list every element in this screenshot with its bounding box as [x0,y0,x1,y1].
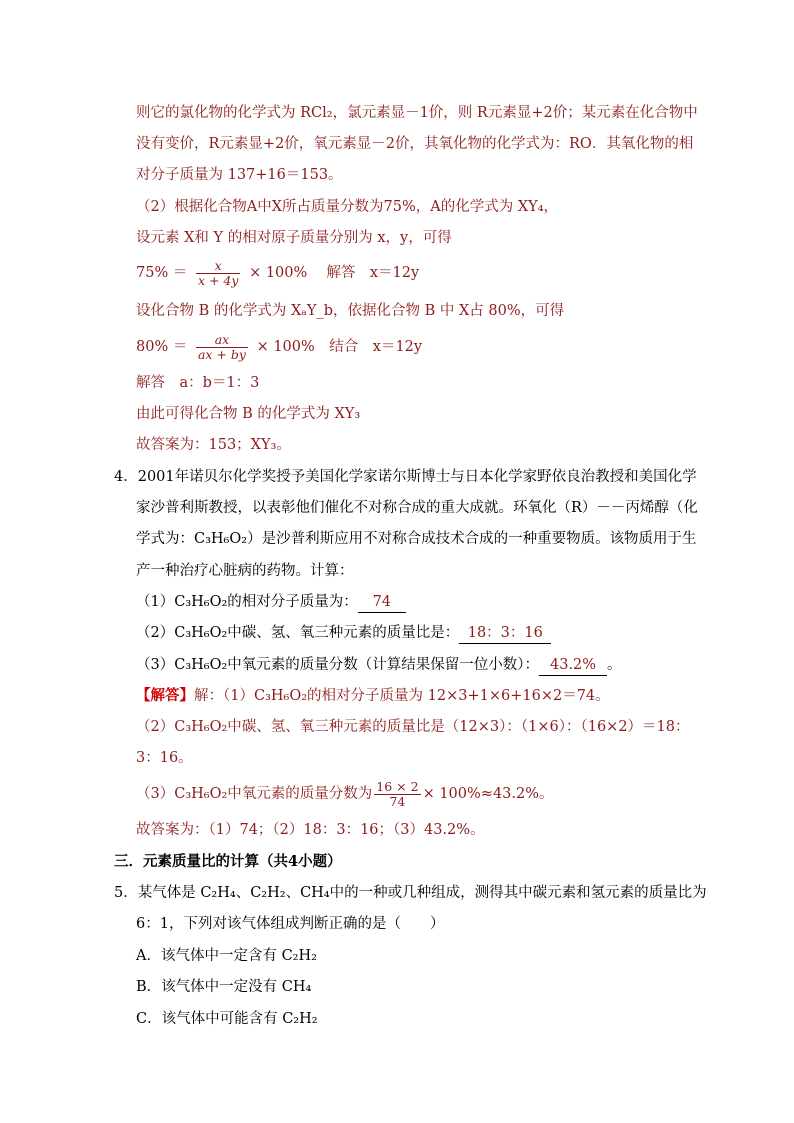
q4-sub3-suffix: 。 [607,657,622,673]
equation-2 [136,328,422,366]
solution3-line7: 设化合物 B 的化学式为 XₐY_b，依据化合物 B 中 X占 80%，可得 [136,303,565,319]
solution3-line4: （2）根据化合物A中X所占质量分数为75%，A的化学式为 XY₄， [136,199,559,215]
q4-answer-line1 [136,686,610,706]
q4-final-answer: 故答案为：（1）74；（2）18：3：16；（3）43.2%。 [136,822,485,838]
q4-ans3-denominator: 74 [389,793,406,809]
q4-sub3-prefix: （3）C₃H₆O₂中氧元素的质量分数（计算结果保留一位小数）： [136,657,540,673]
equation-1-left: 75% ＝ [136,265,188,281]
equation-2-denominator: ax + by [197,346,246,362]
equation-2-numerator: ax [196,333,248,348]
solution3-line3: 对分子质量为 137+16＝153。 [136,167,343,183]
equation-1-numerator: x [196,259,241,274]
q4-ans1: 解：（1）C₃H₆O₂的相对分子质量为 12×3+1×6+16×2＝74。 [194,688,610,704]
q5-option-c: C．该气体中可能含有 C₂H₂ [136,1011,318,1027]
section-title: 三．元素质量比的计算（共4小题） [114,853,342,870]
solution3-line10: 由此可得化合物 B 的化学式为 XY₃ [136,406,361,422]
q4-ans2-line2: 3：16。 [136,750,193,766]
solution3-line2: 没有变价，R元素显+2价，氧元素显－2价，其氧化物的化学式为：RO．其氧化物的相 [136,136,694,152]
q4-sub3 [136,655,622,676]
equation-2-left: 80% ＝ [136,339,188,355]
solution3-line5: 设元素 X和 Y 的相对原子质量分别为 x，y，可得 [136,230,452,246]
q4-sub1-answer: 74 [358,592,406,613]
q4-sub2-answer: 18：3：16 [459,623,551,644]
q4-ans2-line1: （2）C₃H₆O₂中碳、氢、氧三种元素的质量比是（12×3）：（1×6）：（16×2）＝18： [136,719,690,735]
solution3-line1: 则它的氯化物的化学式为 RCl₂，氯元素显－1价，则 R元素显+2价；某元素在化合物中 [136,105,698,121]
solution3-answer: 故答案为：153；XY₃。 [136,437,291,453]
equation-2-right: × 100% 结合 x＝12y [256,339,423,355]
equation-1-right: × 100% 解答 x＝12y [249,265,420,281]
q5-line1: 5．某气体是 C₂H₄、C₂H₂、CH₄中的一种或几种组成，测得其中碳元素和氢元素的质量比为 [114,885,707,901]
q4-sub2-prefix: （2）C₃H₆O₂中碳、氢、氧三种元素的质量比是： [136,625,460,641]
q4-ans3-prefix: （3）C₃H₆O₂中氧元素的质量分数为 [136,786,373,802]
equation-1-denominator: x + 4y [197,272,239,288]
q4-line2: 家沙普利斯教授，以表彰他们催化不对称合成的重大成就。环氧化（R）－－丙烯醇（化 [136,500,698,516]
q4-ans3 [136,775,554,813]
q4-ans3-fraction [374,780,420,809]
equation-2-fraction [196,333,248,362]
q4-line3: 学式为：C₃H₆O₂）是沙普利斯应用不对称合成技术合成的一种重要物质。该物质用于生 [136,531,697,547]
q4-sub1-prefix: （1）C₃H₆O₂的相对分子质量为： [136,594,358,610]
equation-1-fraction [196,259,241,288]
q4-ans3-numerator: 16 × 2 [376,778,419,794]
q4-line4: 产一种治疗心脏病的药物。计算： [136,563,354,579]
q4-sub3-answer: 43.2% [539,655,607,676]
solution3-line9: 解答 a：b＝1：3 [136,375,260,391]
equation-1 [136,254,419,292]
q4-sub2 [136,623,551,644]
q4-line1: 4．2001年诺贝尔化学奖授予美国化学家诺尔斯博士与日本化学家野依良治教授和美国化学 [114,469,697,485]
q5-option-b: B．该气体中一定没有 CH₄ [136,979,312,995]
answer-tag: 【解答】 [136,687,194,704]
q5-line2: 6：1，下列对该气体组成判断正确的是（ ） [136,916,445,932]
q4-sub1 [136,592,406,613]
q5-option-a: A．该气体中一定含有 C₂H₂ [136,948,317,964]
q4-ans3-suffix: × 100%≈43.2%。 [422,786,554,802]
